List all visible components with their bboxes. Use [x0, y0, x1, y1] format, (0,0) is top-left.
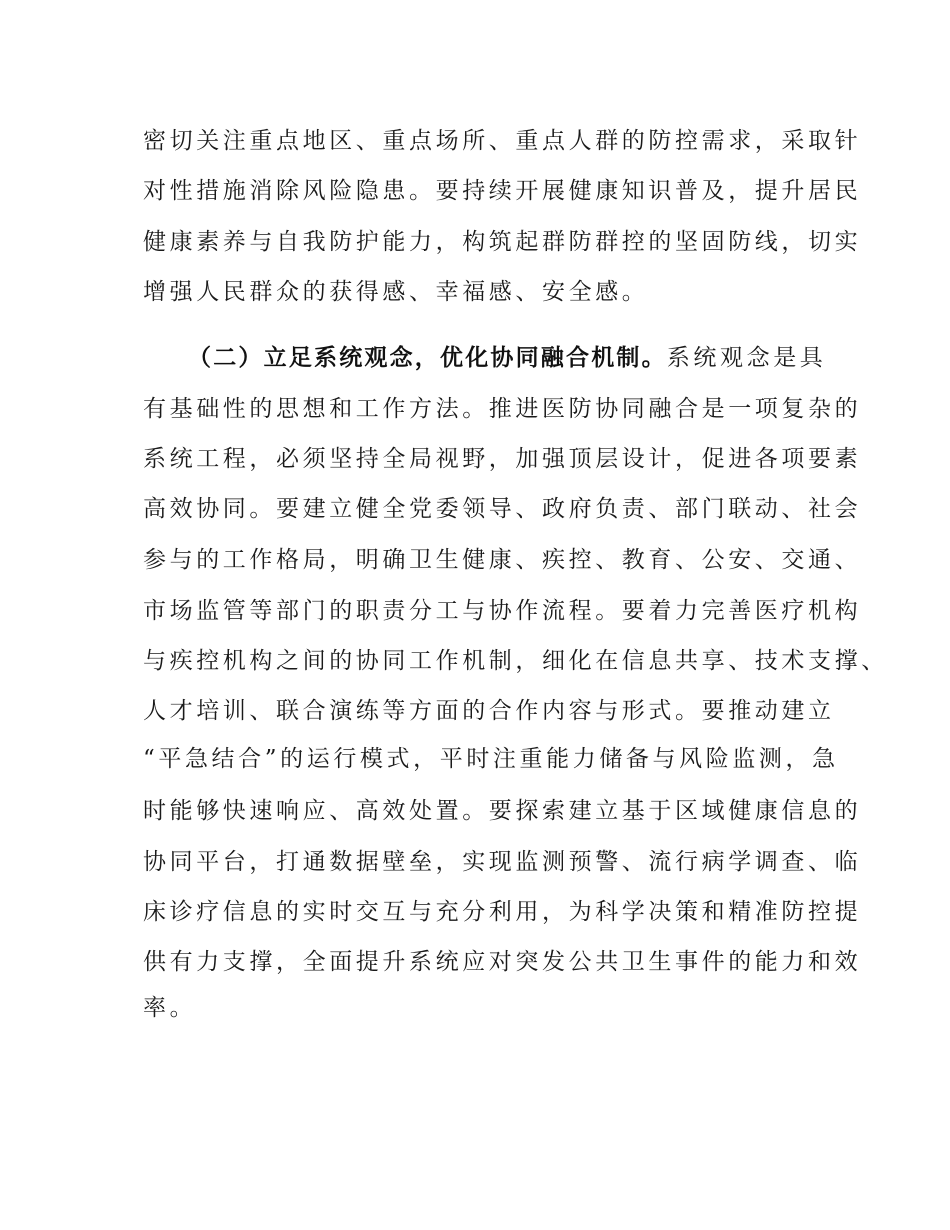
paragraph-2-line-6: 市场监管等部门的职责分工与协作流程。要着力完善医疗机构	[143, 598, 862, 624]
paragraph-2-line-14: 率。	[143, 995, 197, 1021]
paragraph-1-line-1: 密切关注重点地区、重点场所、重点人群的防控需求，采取针	[143, 128, 862, 154]
paragraph-2-line-11: 协同平台，打通数据壁垒，实现监测预警、流行病学调查、临	[143, 849, 862, 875]
paragraph-2-line-9: “平急结合”的运行模式，平时注重能力储备与风险监测，急	[143, 746, 839, 772]
paragraph-2-line-4: 高效协同。要建立健全党委领导、政府负责、部门联动、社会	[143, 496, 862, 522]
paragraph-2-first-line-text: 系统观念是具	[666, 345, 827, 371]
paragraph-2-line-8: 人才培训、联合演练等方面的合作内容与形式。要推动建立	[143, 698, 835, 724]
paragraph-2-line-5: 参与的工作格局，明确卫生健康、疾控、教育、公安、交通、	[143, 547, 862, 573]
paragraph-2-line-12: 床诊疗信息的实时交互与充分利用，为科学决策和精准防控提	[143, 899, 862, 925]
paragraph-2-line-2: 有基础性的思想和工作方法。推进医防协同融合是一项复杂的	[143, 396, 862, 422]
paragraph-2-line-3: 系统工程，必须坚持全局视野，加强顶层设计，促进各项要素	[143, 446, 862, 472]
section-heading: （二）立足系统观念，优化协同融合机制。	[188, 345, 667, 371]
paragraph-2-line-1	[188, 343, 826, 373]
paragraph-2-line-10: 时能够快速响应、高效处置。要探索建立基于区域健康信息的	[143, 798, 862, 824]
paragraph-2-line-7: 与疾控机构之间的协同工作机制，细化在信息共享、技术支撑、	[143, 648, 888, 674]
paragraph-1-line-3: 健康素养与自我防护能力，构筑起群防群控的坚固防线，切实	[143, 229, 862, 255]
paragraph-2-line-13: 供有力支撑，全面提升系统应对突发公共卫生事件的能力和效	[143, 949, 862, 975]
paragraph-1-line-4: 增强人民群众的获得感、幸福感、安全感。	[143, 279, 649, 305]
paragraph-1-line-2: 对性措施消除风险隐患。要持续开展健康知识普及，提升居民	[143, 178, 862, 204]
